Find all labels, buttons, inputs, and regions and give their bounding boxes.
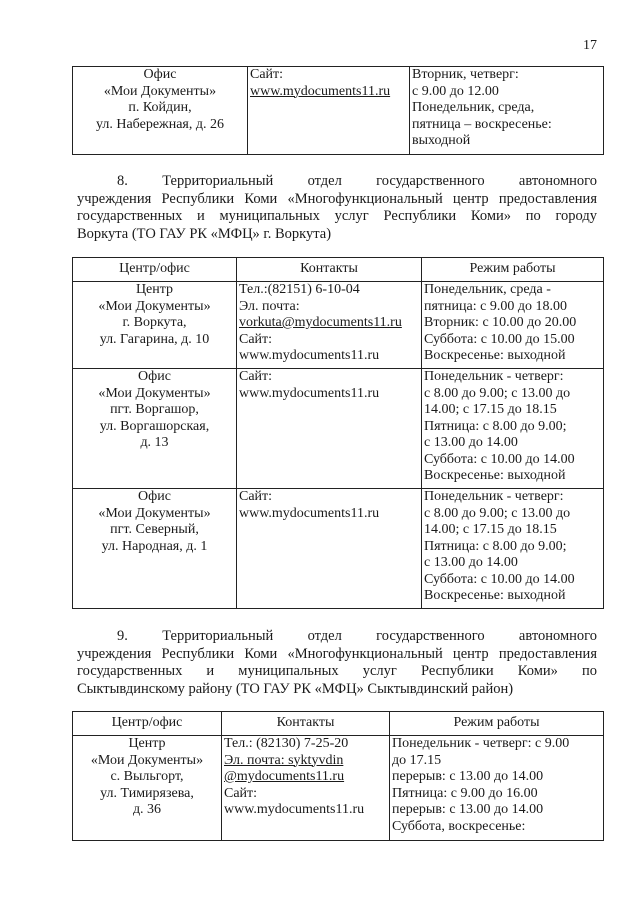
- schedule-line: Пятница: с 8.00 до 9.00;: [424, 538, 567, 554]
- office-line: Офис: [138, 369, 171, 384]
- schedule-line: Воскресенье: выходной: [424, 588, 566, 603]
- schedule-line: с 8.00 до 9.00; с 13.00 до: [424, 505, 571, 521]
- schedule-line: пятница: с 9.00 до 18.00: [424, 298, 567, 314]
- contact-line: Сайт:: [224, 785, 258, 801]
- column-header: Режим работы: [422, 258, 604, 282]
- table-section-9: [72, 711, 604, 841]
- email-link[interactable]: @mydocuments11.ru: [224, 769, 345, 784]
- table-top: [72, 66, 604, 155]
- table-row: [73, 489, 604, 609]
- schedule-line: Суббота: с 10.00 до 15.00: [424, 331, 575, 347]
- phone-text: Тел.: (82130) 7-25-20: [224, 736, 349, 751]
- table-row: [73, 736, 604, 841]
- column-header: Центр/офис: [73, 258, 237, 282]
- table-section-8: [72, 257, 604, 609]
- schedule-cell: [390, 736, 604, 841]
- schedule-cell: [422, 369, 604, 489]
- schedule-line: Пятница: с 9.00 до 16.00: [392, 785, 538, 801]
- office-line: Центр: [128, 736, 166, 751]
- phone-text: Тел.:(82151) 6-10-04: [239, 282, 360, 297]
- office-line: «Мои Документы»: [98, 298, 211, 314]
- schedule-cell: [422, 282, 604, 369]
- table-header-row: [73, 712, 604, 736]
- office-line: «Мои Документы»: [98, 385, 211, 401]
- office-line: Офис: [138, 489, 171, 504]
- schedule-line: Суббота: с 10.00 до 14.00: [424, 451, 575, 467]
- schedule-line: до 17.15: [392, 752, 442, 768]
- page-number: 17: [583, 38, 597, 53]
- contacts-cell: [237, 282, 422, 369]
- schedule-line: Воскресенье: выходной: [424, 468, 566, 483]
- contacts-cell: [248, 67, 410, 155]
- table-header-row: [73, 258, 604, 282]
- schedule-line: Вторник, четверг:: [412, 67, 519, 82]
- section-8-heading: [77, 173, 597, 243]
- office-line: г. Воркута,: [122, 315, 187, 330]
- office-line: п. Койдин,: [128, 100, 192, 115]
- office-line: д. 36: [132, 802, 162, 817]
- office-line: «Мои Документы»: [90, 752, 204, 768]
- schedule-line: с 8.00 до 9.00; с 13.00 до: [424, 385, 571, 401]
- column-header: Центр/офис: [73, 712, 222, 736]
- contacts-cell: [222, 736, 390, 841]
- paragraph-line: учреждения Республики Коми «Многофункциональный центр предоставления: [77, 645, 597, 662]
- schedule-line: Воскресенье: выходной: [424, 348, 566, 363]
- contact-line: Сайт:: [239, 489, 273, 504]
- schedule-line: пятница – воскресенье:: [412, 116, 552, 132]
- schedule-line: Суббота, воскресенье:: [392, 818, 526, 834]
- paragraph-line: 9. Территориальный отдел государственного автономного: [117, 628, 597, 644]
- office-cell: [73, 736, 222, 841]
- schedule-line: перерыв: с 13.00 до 14.00: [392, 802, 544, 817]
- website-link[interactable]: www.mydocuments11.ru: [250, 83, 391, 99]
- schedule-line: Пятница: с 8.00 до 9.00;: [424, 418, 567, 434]
- schedule-line: 14.00; с 17.15 до 18.15: [424, 522, 557, 537]
- contact-line: Сайт:: [239, 331, 273, 347]
- office-cell: [73, 489, 237, 609]
- office-line: д. 13: [140, 435, 169, 450]
- column-header: Контакты: [222, 712, 390, 736]
- schedule-line: с 13.00 до 14.00: [424, 555, 518, 570]
- email-link[interactable]: Эл. почта: syktyvdin: [224, 752, 344, 768]
- section-9-heading: [77, 628, 597, 698]
- office-line: ул. Народная, д. 1: [101, 538, 208, 554]
- schedule-line: Понедельник - четверг:: [424, 489, 564, 504]
- contact-line: Сайт:: [239, 369, 273, 384]
- office-line: ул. Тимирязева,: [100, 785, 194, 801]
- table-row: [73, 369, 604, 489]
- paragraph-line: Сыктывдинскому району (ТО ГАУ РК «МФЦ» Сыктывдинский район): [77, 680, 514, 697]
- schedule-line: Понедельник - четверг: с 9.00: [392, 736, 570, 751]
- contact-line: Эл. почта:: [239, 298, 300, 314]
- office-line: ул. Набережная, д. 26: [95, 116, 224, 132]
- office-line: Офис: [143, 67, 177, 82]
- schedule-line: 14.00; с 17.15 до 18.15: [424, 402, 557, 417]
- schedule-line: выходной: [412, 133, 471, 148]
- paragraph-line: государственных и муниципальных услуг Республики Коми» по городу: [77, 208, 597, 224]
- office-line: пгт. Воргашор,: [110, 402, 199, 417]
- schedule-line: перерыв: с 13.00 до 14.00: [392, 769, 544, 784]
- paragraph-line: учреждения Республики Коми «Многофункциональный центр предоставления: [77, 190, 597, 207]
- website-text: www.mydocuments11.ru: [239, 505, 380, 521]
- column-header: Контакты: [237, 258, 422, 282]
- schedule-line: Понедельник - четверг:: [424, 369, 564, 384]
- column-header: Режим работы: [390, 712, 604, 736]
- office-line: «Мои Документы»: [103, 83, 217, 99]
- paragraph-line: государственных и муниципальных услуг Республики Коми» по: [77, 663, 597, 679]
- paragraph-line: Воркута (ТО ГАУ РК «МФЦ» г. Воркута): [77, 225, 332, 242]
- office-line: Центр: [135, 282, 174, 297]
- schedule-cell: [422, 489, 604, 609]
- paragraph-line: 8. Территориальный отдел государственного автономного: [117, 173, 597, 189]
- schedule-line: с 13.00 до 14.00: [424, 435, 518, 450]
- office-line: с. Выльгорт,: [110, 769, 184, 784]
- office-line: ул. Гагарина, д. 10: [99, 331, 210, 347]
- office-line: «Мои Документы»: [98, 505, 211, 521]
- website-text: www.mydocuments11.ru: [239, 385, 380, 401]
- table-row: [73, 67, 604, 155]
- website-text: www.mydocuments11.ru: [239, 348, 380, 363]
- schedule-line: Вторник: с 10.00 до 20.00: [424, 315, 577, 330]
- website-text: www.mydocuments11.ru: [224, 802, 365, 817]
- office-line: пгт. Северный,: [110, 522, 199, 537]
- contacts-cell: [237, 369, 422, 489]
- email-link[interactable]: vorkuta@mydocuments11.ru: [239, 315, 402, 330]
- office-cell: [73, 67, 248, 155]
- schedule-line: с 9.00 до 12.00: [412, 83, 499, 99]
- table-row: [73, 282, 604, 369]
- office-line: ул. Воргашорская,: [99, 418, 210, 434]
- schedule-line: Суббота: с 10.00 до 14.00: [424, 571, 575, 587]
- schedule-line: Понедельник, среда,: [412, 100, 535, 115]
- office-cell: [73, 369, 237, 489]
- contacts-cell: [237, 489, 422, 609]
- schedule-cell: [410, 67, 604, 155]
- office-cell: [73, 282, 237, 369]
- schedule-line: Понедельник, среда -: [424, 282, 551, 297]
- contact-line: Сайт:: [250, 67, 284, 82]
